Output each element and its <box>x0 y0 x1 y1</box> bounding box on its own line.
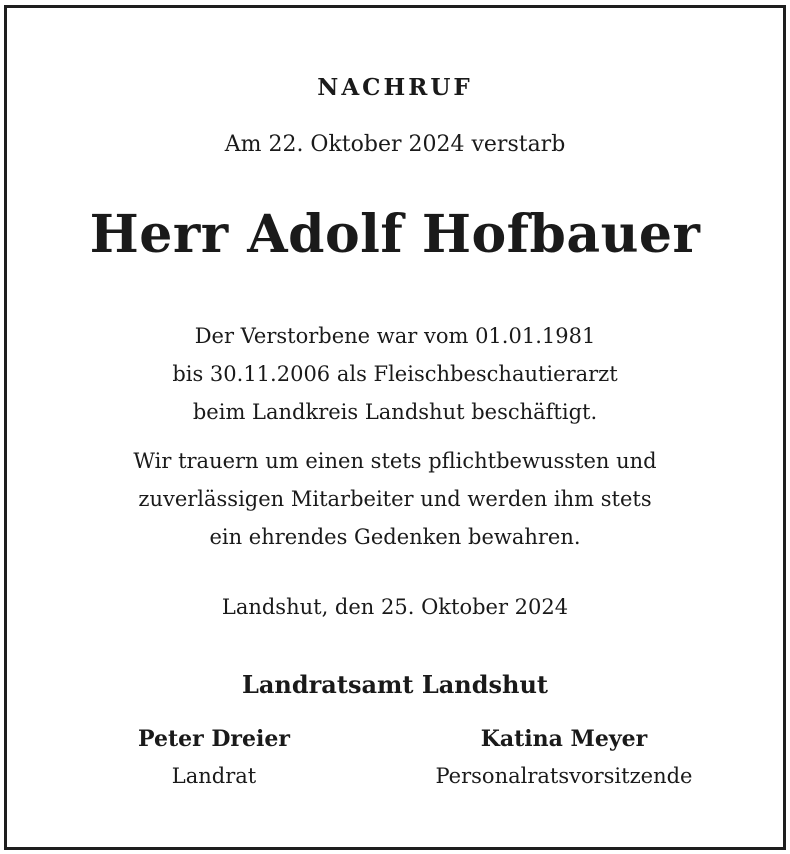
place-and-date: Landshut, den 25. Oktober 2024 <box>221 595 569 619</box>
mourning-line: Wir trauern um einen stets pflichtbewussten und <box>133 449 657 473</box>
signatory-name-left: Peter Dreier <box>138 726 290 752</box>
mourning-paragraph <box>7 442 783 556</box>
death-date-intro: Am 22. Oktober 2024 verstarb <box>224 132 566 157</box>
signatory-role-right: Personalratsvorsitzende <box>435 764 693 788</box>
mourning-line: ein ehrendes Gedenken bewahren. <box>209 525 581 549</box>
service-paragraph <box>7 317 783 431</box>
obituary-heading: NACHRUF <box>317 74 473 101</box>
obituary-frame <box>4 5 786 850</box>
service-line: Der Verstorbene war vom 01.01.1981 <box>194 324 596 348</box>
mourning-line: zuverlässigen Mitarbeiter und werden ihm stets <box>138 487 652 511</box>
deceased-name: Herr Adolf Hofbauer <box>89 204 701 265</box>
signatory-role-left: Landrat <box>171 764 257 788</box>
service-line: beim Landkreis Landshut beschäftigt. <box>192 400 598 424</box>
service-line: bis 30.11.2006 als Fleischbeschautierarzt <box>172 362 618 386</box>
signatory-name-right: Katina Meyer <box>480 726 648 752</box>
organization-name: Landratsamt Landshut <box>242 670 548 699</box>
